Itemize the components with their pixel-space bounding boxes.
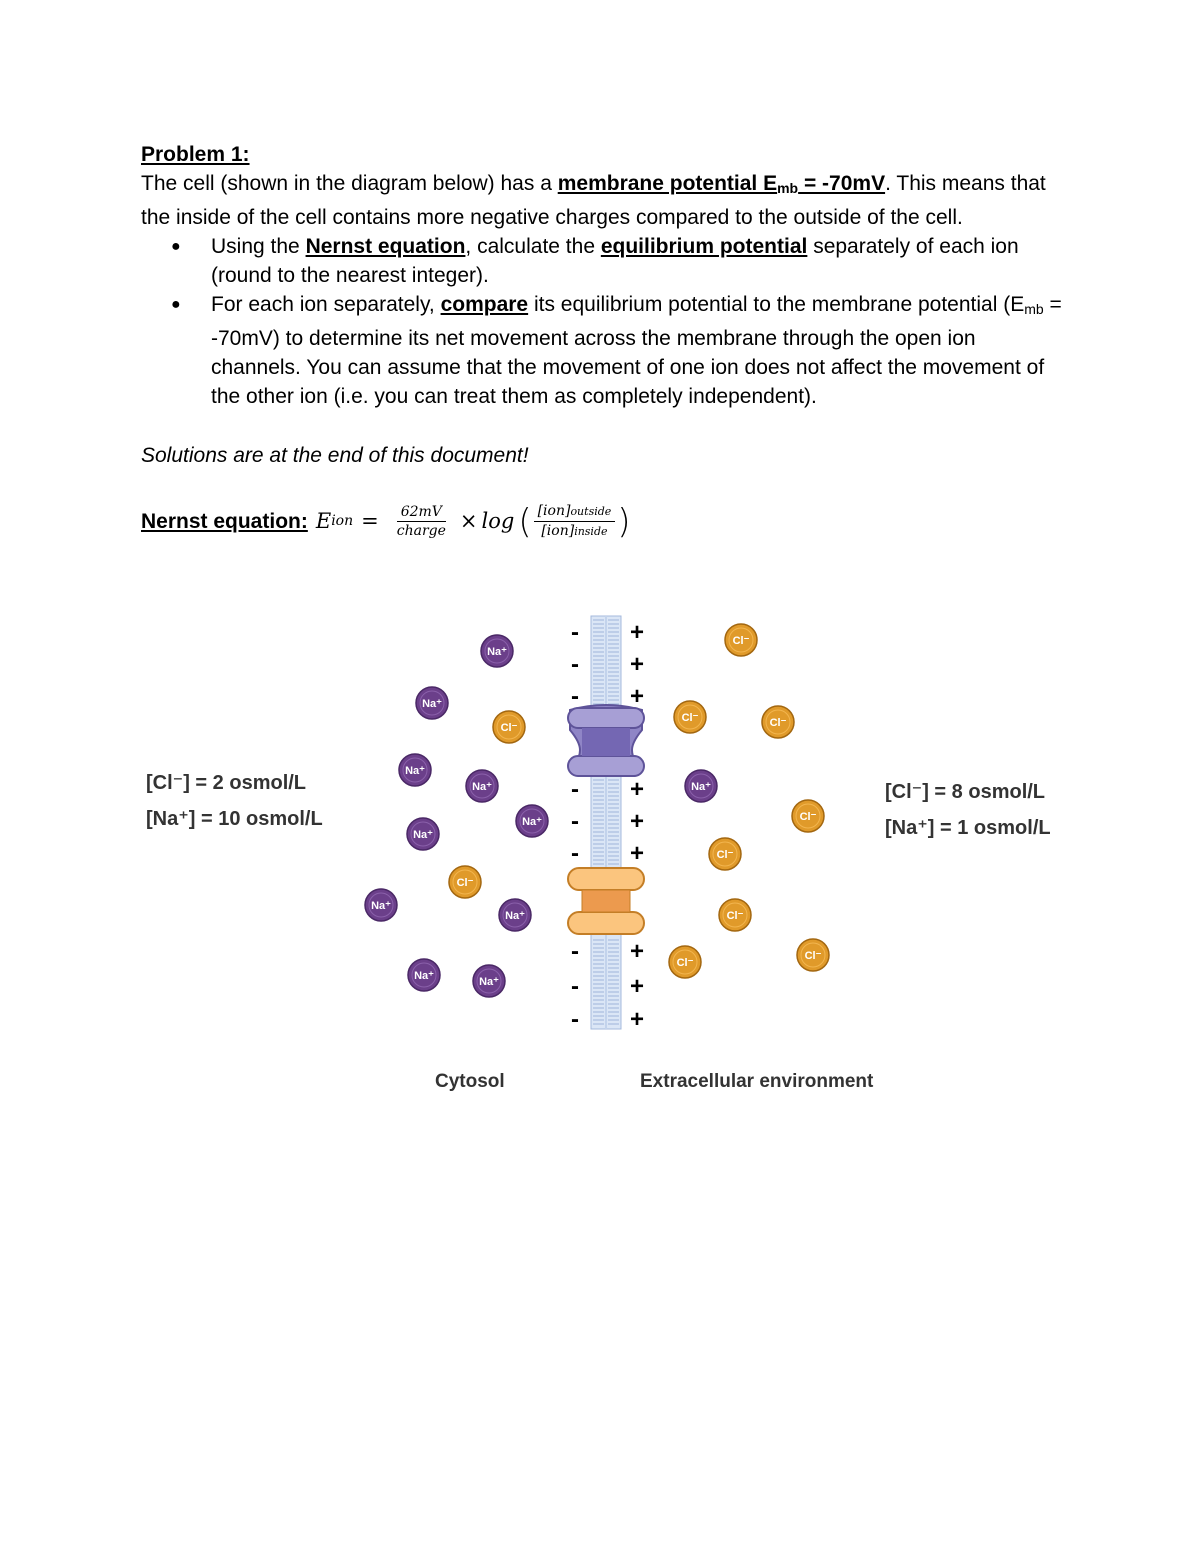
intro-text-2: . This means that the inside of the cell contains more negative charges compared to the outside of the cell. bbox=[141, 172, 1046, 229]
svg-text:Na⁺: Na⁺ bbox=[405, 765, 425, 777]
negative-charge: - bbox=[571, 619, 579, 646]
svg-text:Na⁺: Na⁺ bbox=[505, 910, 525, 922]
cytosol-label: Cytosol bbox=[435, 1071, 505, 1092]
instruction-bullet-1: ● Using the Nernst equation, calculate the equilibrium potential separately of each ion (round to the nearest integer). bbox=[211, 232, 1071, 290]
inner-negative-charges bbox=[571, 619, 579, 1033]
svg-text:Na⁺: Na⁺ bbox=[413, 829, 433, 841]
membrane-svg bbox=[0, 600, 1200, 1120]
svg-text:Na⁺: Na⁺ bbox=[691, 781, 711, 793]
svg-text:Na⁺: Na⁺ bbox=[414, 970, 434, 982]
solutions-note: Solutions are at the end of this document! bbox=[141, 444, 529, 467]
positive-charge: + bbox=[629, 973, 645, 1000]
sodium-ion bbox=[473, 965, 505, 997]
compare-term: compare bbox=[440, 293, 529, 316]
inside-na-concentration: [Na⁺] = 10 osmol/L bbox=[146, 808, 323, 830]
svg-text:Cl⁻: Cl⁻ bbox=[769, 717, 787, 729]
nernst-formula: E ion = $\frac{62mV}{\text{charge}}$ × log ( $\frac{\text{[ion]outside}}{\text{[ion]inside}}$ ) bbox=[315, 501, 631, 542]
negative-charge: - bbox=[571, 938, 579, 965]
svg-text:Na⁺: Na⁺ bbox=[371, 900, 391, 912]
outside-concentrations bbox=[885, 774, 1051, 846]
negative-charge: - bbox=[571, 808, 579, 835]
chloride-ion bbox=[719, 899, 751, 931]
concentration-ratio: $\frac{\text{[ion]outside}}{\text{[ion]inside}}$ bbox=[534, 502, 616, 541]
positive-charge: + bbox=[629, 776, 645, 803]
svg-text:Cl⁻: Cl⁻ bbox=[676, 957, 694, 969]
svg-text:Na⁺: Na⁺ bbox=[487, 646, 507, 658]
problem-title: Problem 1: bbox=[141, 143, 250, 166]
sodium-ion bbox=[466, 770, 498, 802]
inside-cl-concentration: [Cl⁻] = 2 osmol/L bbox=[146, 772, 307, 794]
sodium-ion bbox=[407, 818, 439, 850]
sodium-ion bbox=[408, 959, 440, 991]
positive-charge: + bbox=[629, 840, 645, 867]
ion-channel-top bbox=[568, 705, 644, 776]
chloride-ion bbox=[797, 939, 829, 971]
lipid-bilayer bbox=[591, 616, 621, 1029]
chloride-ion bbox=[449, 866, 481, 898]
chloride-ion bbox=[725, 624, 757, 656]
instruction-list bbox=[141, 232, 1071, 411]
chloride-ion bbox=[669, 946, 701, 978]
sodium-ion bbox=[416, 687, 448, 719]
svg-text:Na⁺: Na⁺ bbox=[479, 976, 499, 988]
svg-text:Na⁺: Na⁺ bbox=[422, 698, 442, 710]
sodium-ion bbox=[399, 754, 431, 786]
chloride-ion bbox=[792, 800, 824, 832]
problem-intro bbox=[141, 169, 1071, 232]
sodium-ion bbox=[499, 899, 531, 931]
negative-charge: - bbox=[571, 683, 579, 710]
chloride-ion bbox=[709, 838, 741, 870]
svg-text:Na⁺: Na⁺ bbox=[472, 781, 492, 793]
positive-charge: + bbox=[629, 683, 645, 710]
chloride-ion bbox=[493, 711, 525, 743]
negative-charge: - bbox=[571, 651, 579, 678]
positive-charge: + bbox=[629, 651, 645, 678]
inside-concentrations bbox=[146, 765, 323, 837]
svg-text:Cl⁻: Cl⁻ bbox=[732, 635, 750, 647]
outside-na-concentration: [Na⁺] = 1 osmol/L bbox=[885, 817, 1051, 839]
equilibrium-potential-term: equilibrium potential bbox=[600, 235, 808, 258]
problem-text bbox=[141, 140, 1071, 541]
sodium-ion bbox=[516, 805, 548, 837]
sodium-ion bbox=[365, 889, 397, 921]
negative-charge: - bbox=[571, 1006, 579, 1033]
positive-charge: + bbox=[629, 938, 645, 965]
positive-charge: + bbox=[629, 1006, 645, 1033]
nernst-equation bbox=[141, 502, 1071, 541]
nernst-term: Nernst equation bbox=[305, 235, 466, 258]
negative-charge: - bbox=[571, 973, 579, 1000]
outer-positive-charges bbox=[630, 619, 644, 1033]
ion-channel-bottom bbox=[568, 868, 644, 934]
sodium-ion bbox=[481, 635, 513, 667]
nernst-fraction: $\frac{62mV}{\text{charge}}$ bbox=[396, 504, 446, 539]
chloride-ion bbox=[762, 706, 794, 738]
sodium-ion bbox=[685, 770, 717, 802]
negative-charge: - bbox=[571, 840, 579, 867]
chloride-ion bbox=[674, 701, 706, 733]
svg-text:Na⁺: Na⁺ bbox=[522, 816, 542, 828]
cell-membrane-diagram bbox=[0, 600, 1200, 1120]
membrane-potential-term: membrane potential $E_{mb} = -70mV$ bbox=[557, 172, 886, 196]
svg-text:Cl⁻: Cl⁻ bbox=[804, 950, 822, 962]
svg-text:Cl⁻: Cl⁻ bbox=[456, 877, 474, 889]
instruction-bullet-2: ● For each ion separately, compare its equilibrium potential to the membrane potential $(E_{mb} = -70mV)$ to determine its net movement across the membrane through the open ion channels. You can assume that the movement of one ion does not affect the movement of the other ion (i.e. you can treat them as completely independent). bbox=[211, 290, 1071, 411]
svg-text:Cl⁻: Cl⁻ bbox=[500, 722, 518, 734]
nernst-label: Nernst equation: bbox=[141, 510, 308, 533]
svg-text:Cl⁻: Cl⁻ bbox=[716, 849, 734, 861]
svg-text:Cl⁻: Cl⁻ bbox=[726, 910, 744, 922]
intro-text-1: The cell (shown in the diagram below) has a bbox=[141, 172, 558, 195]
svg-text:Cl⁻: Cl⁻ bbox=[799, 811, 817, 823]
positive-charge: + bbox=[629, 619, 645, 646]
svg-text:Cl⁻: Cl⁻ bbox=[681, 712, 699, 724]
negative-charge: - bbox=[571, 776, 579, 803]
outside-cl-concentration: [Cl⁻] = 8 osmol/L bbox=[885, 781, 1046, 803]
extracellular-label: Extracellular environment bbox=[640, 1071, 874, 1092]
positive-charge: + bbox=[629, 808, 645, 835]
